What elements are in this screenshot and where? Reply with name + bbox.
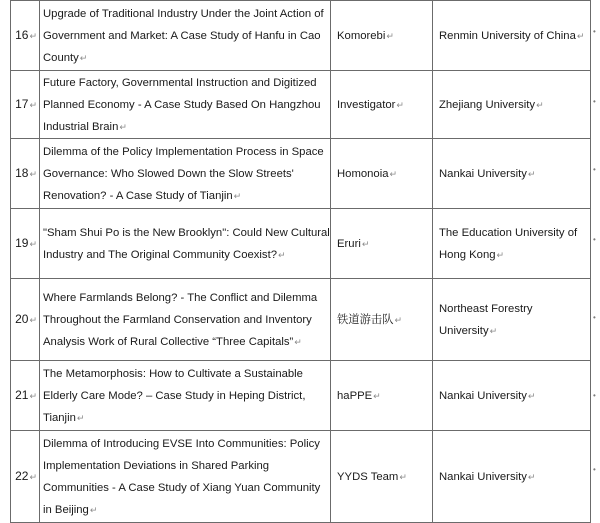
project-title: The Metamorphosis: How to Cultivate a Sustainable Elderly Care Mode? – Case Study in Heping District, Tianjin↵ <box>40 361 331 431</box>
team-name: Homonoia↵ <box>331 139 433 209</box>
row-number: 21↵ <box>11 361 40 431</box>
project-table <box>10 0 591 523</box>
row-end-marker: • <box>593 165 596 174</box>
table-row <box>11 279 591 361</box>
project-title: Dilemma of Introducing EVSE Into Communities: Policy Implementation Deviations in Shared Parking Communities - A Case Study of Xiang Yuan Community in Beijing↵ <box>40 431 331 523</box>
university-name: The Education University of Hong Kong↵ <box>433 209 591 279</box>
project-title: "Sham Shui Po is the New Brooklyn": Could New Cultural Industry and The Original Community Coexist?↵ <box>40 209 331 279</box>
university-name: Northeast Forestry University↵ <box>433 279 591 361</box>
table-row <box>11 139 591 209</box>
team-name: 铁道游击队↵ <box>331 279 433 361</box>
row-end-marker: • <box>593 97 596 106</box>
team-name: Eruri↵ <box>331 209 433 279</box>
team-name: Komorebi↵ <box>331 1 433 71</box>
project-title: Dilemma of the Policy Implementation Process in Space Governance: Who Slowed Down the Slow Streets' Renovation? - A Case Study of Tianjin↵ <box>40 139 331 209</box>
project-title: Future Factory, Governmental Instruction and Digitized Planned Economy - A Case Study Based On Hangzhou Industrial Brain↵ <box>40 71 331 139</box>
team-name: Investigator↵ <box>331 71 433 139</box>
university-name: Nankai University↵ <box>433 361 591 431</box>
university-name: Nankai University↵ <box>433 139 591 209</box>
row-number: 17↵ <box>11 71 40 139</box>
row-number: 22↵ <box>11 431 40 523</box>
project-title: Where Farmlands Belong? - The Conflict and Dilemma Throughout the Farmland Conservation and Inventory Analysis Work of Rural Collective “Three Capitals”↵ <box>40 279 331 361</box>
row-end-marker: • <box>593 235 596 244</box>
university-name: Zhejiang University↵ <box>433 71 591 139</box>
row-number: 16↵ <box>11 1 40 71</box>
table-row <box>11 209 591 279</box>
row-end-marker: • <box>593 465 596 474</box>
table-row <box>11 1 591 71</box>
row-end-marker: • <box>593 391 596 400</box>
university-name: Renmin University of China↵ <box>433 1 591 71</box>
table-row <box>11 361 591 431</box>
row-number: 18↵ <box>11 139 40 209</box>
table-row <box>11 431 591 523</box>
row-number: 20↵ <box>11 279 40 361</box>
project-title: Upgrade of Traditional Industry Under the Joint Action of Government and Market: A Case Study of Hanfu in Cao County↵ <box>40 1 331 71</box>
team-name: YYDS Team↵ <box>331 431 433 523</box>
row-end-marker: • <box>593 27 596 36</box>
university-name: Nankai University↵ <box>433 431 591 523</box>
team-name: haPPE↵ <box>331 361 433 431</box>
table-row <box>11 71 591 139</box>
row-end-marker: • <box>593 313 596 322</box>
row-number: 19↵ <box>11 209 40 279</box>
